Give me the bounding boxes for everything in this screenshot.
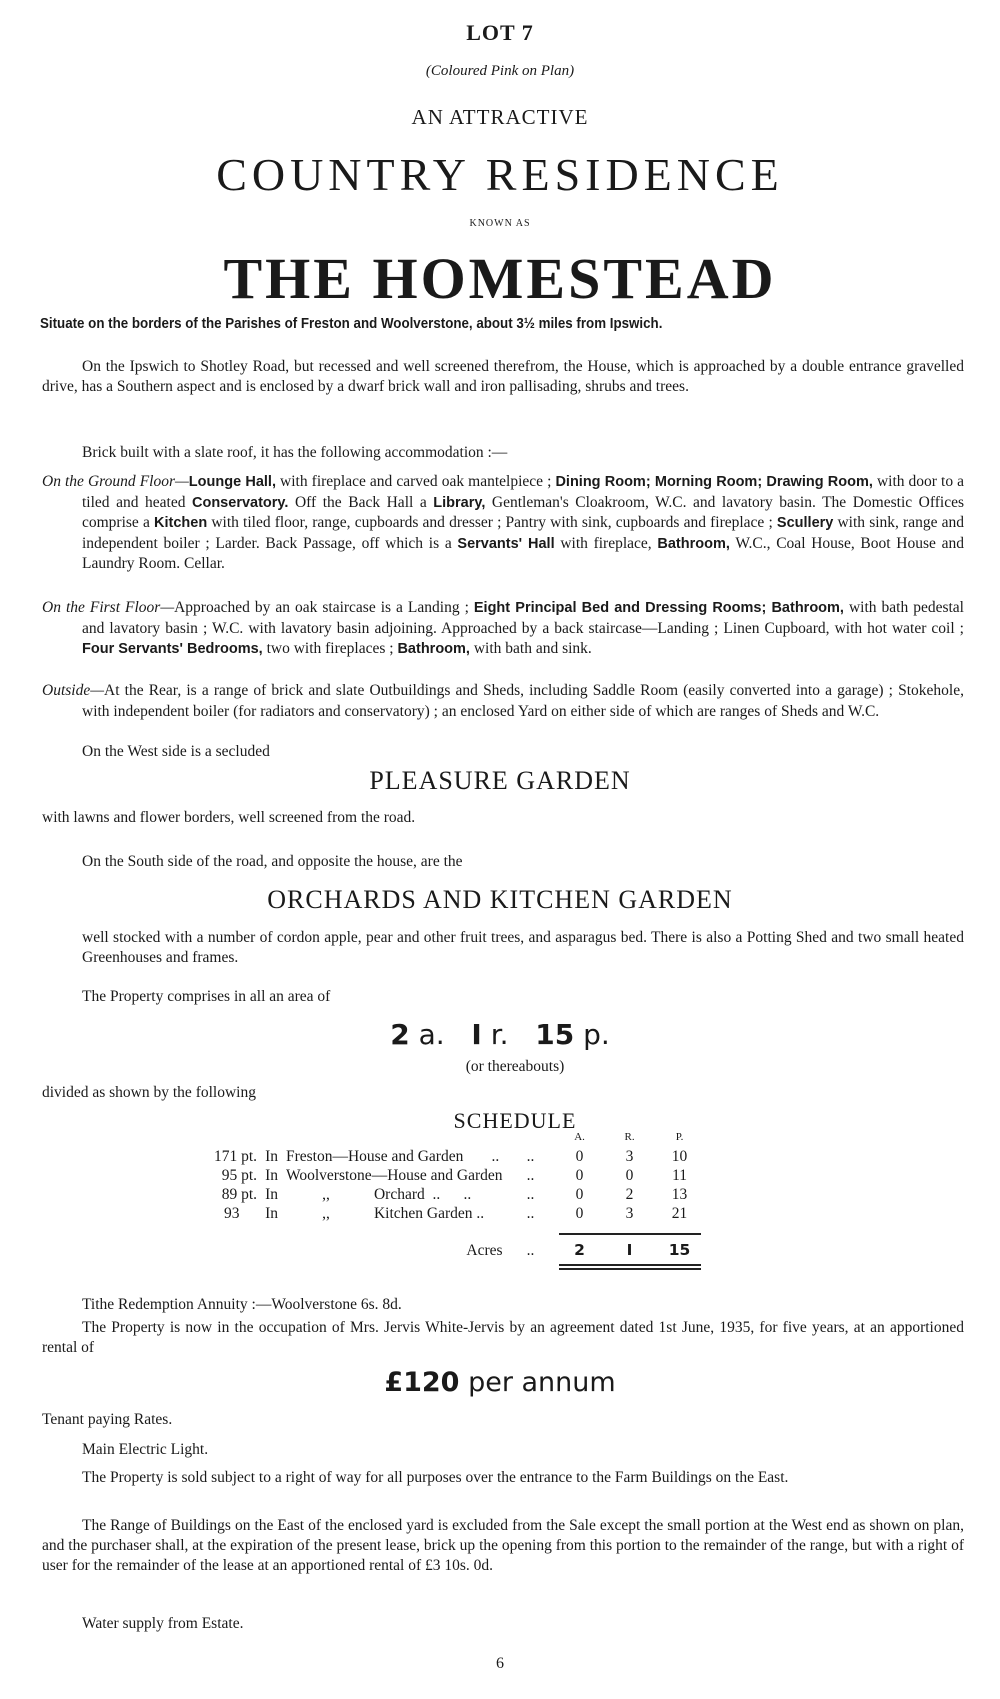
table-row <box>210 1147 705 1166</box>
leader-dots: .. <box>526 1167 535 1184</box>
acres-unit: a. <box>418 1018 445 1051</box>
lot-number: LOT 7 <box>466 20 534 45</box>
tithe-text: Tithe Redemption Annuity :—Woolverstone 6s. 8d. <box>82 1296 402 1313</box>
intro-paragraph: On the Ipswich to Shotley Road, but recessed and well screened therefrom, the House, which is approached by a double entrance gravelled drive, has a Southern aspect and is enclosed by a dwarf brick wall and iron pallisading, shrubs and trees. <box>42 358 964 395</box>
total-roods: I <box>626 1241 633 1259</box>
double-rule-row <box>210 1260 705 1270</box>
room-name: Bathroom, <box>657 535 730 552</box>
description-text: with fireplace, <box>554 534 658 552</box>
parcel-number: 89 pt. <box>221 1186 258 1203</box>
parcel-description: Freston—House and Garden <box>285 1148 464 1165</box>
total-label: Acres <box>466 1242 503 1259</box>
plan-note: (Coloured Pink on Plan) <box>425 63 575 79</box>
parcel-description: Orchard .. .. <box>373 1186 472 1203</box>
perches-value: 11 <box>672 1167 688 1184</box>
total-perches: 15 <box>668 1241 691 1259</box>
description-text: Gentleman's Cloakroom, W.C. and lavatory basin. The Domestic Offices comprise a <box>82 493 964 531</box>
leader-dots: .. <box>526 1186 535 1203</box>
roods-value: 0 <box>625 1167 634 1184</box>
parcel-number: 93 <box>224 1205 240 1222</box>
perches-value: 21 <box>671 1205 688 1222</box>
subtitle-attractive: AN ATTRACTIVE <box>411 105 589 129</box>
acres-value: 0 <box>575 1186 584 1203</box>
description-text: with bath pedestal and lavatory basin ; W.C. with lavatory basin adjoining. Approached by a back staircase—Landing ; Linen Cupboard, with hot water coil ; <box>82 599 964 637</box>
south-side-text: On the South side of the road, and opposite the house, are the <box>82 853 463 870</box>
description-text: W.C., Coal House, Boot House and Laundry Room. Cellar. <box>82 534 964 572</box>
description-text: Approached by an oak staircase is a Landing ; <box>174 599 474 616</box>
water-text: Water supply from Estate. <box>82 1615 244 1632</box>
leader-dots: .. <box>526 1148 535 1165</box>
orchards-heading: ORCHARDS AND KITCHEN GARDEN <box>267 885 733 914</box>
roods-value: 3 <box>625 1205 634 1222</box>
parcel-number: 171 pt. <box>214 1148 258 1165</box>
room-name: Bathroom, <box>397 641 470 657</box>
ground-floor-label: On the Ground Floor— <box>42 473 189 490</box>
total-double-rule <box>559 1268 701 1270</box>
parcel-description: Woolverstone—House and Garden <box>285 1167 503 1184</box>
ditto-mark: ,, <box>322 1186 330 1203</box>
outside-section <box>42 681 964 722</box>
col-header-perches: P. <box>675 1131 684 1143</box>
parcel-description: Kitchen Garden .. <box>373 1205 485 1222</box>
pleasure-garden-heading: PLEASURE GARDEN <box>369 766 631 795</box>
parcel-in: In <box>265 1148 278 1165</box>
acres-value: 0 <box>575 1148 584 1165</box>
table-row <box>210 1204 705 1223</box>
total-row <box>210 1235 705 1260</box>
situation-line: Situate on the borders of the Parishes of Freston and Woolverstone, about 3½ miles from Ipswich. <box>40 316 663 332</box>
table-row <box>210 1166 705 1185</box>
roods-value: 3 <box>625 1148 634 1165</box>
total-acres: 2 <box>574 1241 585 1259</box>
room-name: Lounge Hall, <box>188 474 276 490</box>
total-area <box>0 1018 1000 1051</box>
perches-value: 13 <box>671 1186 688 1203</box>
schedule-table <box>210 1128 705 1270</box>
pleasure-garden-text: with lawns and flower borders, well screened from the road. <box>42 809 416 826</box>
rent-suffix: per annum <box>468 1367 616 1398</box>
accommodation-intro: Brick built with a slate roof, it has the following accommodation :— <box>82 444 508 461</box>
description-text: with fireplace and carved oak mantelpiece ; <box>275 473 556 490</box>
outside-text: At the Rear, is a range of brick and slate Outbuildings and Sheds, including Saddle Room (easily converted into a garage) ; Stokehole, with independent boiler (for radiators and conservatory) ; an enclosed Yard on either side of which are ranges of Sheds and W.C. <box>82 682 964 720</box>
orchards-text: well stocked with a number of cordon apple, pear and other fruit trees, and asparagus bed. There is also a Potting Shed and two small heated Greenhouses and frames. <box>82 929 964 966</box>
area-note: (or thereabouts) <box>465 1058 565 1075</box>
ditto-mark: ,, <box>322 1205 330 1222</box>
description-text: with sink, range and independent boiler ; Larder. Back Passage, off which is a <box>82 514 964 552</box>
parcel-in: In <box>265 1186 278 1203</box>
occupation-text: The Property is now in the occupation of Mrs. Jervis White-Jervis by an agreement dated 1st June, 1935, for five years, at an apportioned rental of <box>42 1319 964 1356</box>
property-name: THE HOMESTEAD <box>223 246 777 311</box>
divided-text: divided as shown by the following <box>42 1084 256 1101</box>
acres-value: 0 <box>575 1167 584 1184</box>
leader-dots: .. <box>526 1205 535 1222</box>
rule-row <box>210 1223 705 1235</box>
area-roods: I <box>471 1018 482 1051</box>
first-floor-text <box>82 599 964 657</box>
schedule-title: SCHEDULE <box>453 1108 577 1133</box>
roods-unit: r. <box>490 1018 509 1051</box>
perches-unit: p. <box>583 1018 610 1051</box>
electric-text: Main Electric Light. <box>82 1441 209 1458</box>
first-floor-label: On the First Floor— <box>42 599 175 616</box>
ground-floor-section <box>42 472 964 575</box>
room-name: Kitchen <box>154 515 208 531</box>
area-perches: 15 <box>535 1018 575 1051</box>
known-as: KNOWN AS <box>469 218 531 229</box>
first-floor-section <box>42 598 964 660</box>
outside-label: Outside— <box>42 682 104 699</box>
parcel-in: In <box>265 1205 278 1222</box>
west-side-text: On the West side is a secluded <box>82 743 270 760</box>
parcel-in: In <box>265 1167 278 1184</box>
description-text: with door to a tiled and heated <box>82 473 965 511</box>
room-name: Scullery <box>776 515 834 531</box>
description-text: Off the Back Hall a <box>288 493 434 511</box>
title-country-residence: COUNTRY RESIDENCE <box>216 149 784 200</box>
area-intro: The Property comprises in all an area of <box>82 988 331 1005</box>
parcel-number: 95 pt. <box>221 1167 258 1184</box>
perches-value: 10 <box>671 1148 688 1165</box>
page-number: 6 <box>496 1655 504 1672</box>
leader-dots: .. <box>526 1242 535 1259</box>
total-double-rule <box>559 1264 701 1266</box>
rental-amount <box>0 1367 1000 1398</box>
schedule-header-row <box>210 1128 705 1147</box>
description-text: with tiled floor, range, cupboards and dresser ; Pantry with sink, cupboards and fireplace ; <box>207 514 777 531</box>
col-header-acres: A. <box>574 1131 585 1143</box>
room-name: Dining Room; Morning Room; Drawing Room, <box>555 474 873 490</box>
room-name: Library, <box>433 494 486 511</box>
table-row <box>210 1185 705 1204</box>
description-text: two with fireplaces ; <box>262 640 398 657</box>
area-acres: 2 <box>390 1018 410 1051</box>
room-name: Eight Principal Bed and Dressing Rooms; Bathroom, <box>473 600 844 616</box>
range-text: The Range of Buildings on the East of the enclosed yard is excluded from the Sale except the small portion at the West end as shown on plan, and the purchaser shall, at the expiration of the present lease, brick up the opening from this portion to the remainder of the range, but with a right of user for the remainder of the lease at an apportioned rental of £3 10s. 0d. <box>42 1517 964 1574</box>
leader-dots: .. <box>491 1148 500 1165</box>
room-name: Conservatory. <box>192 494 289 511</box>
room-name: Servants' Hall <box>457 535 555 552</box>
description-text: with bath and sink. <box>469 640 592 657</box>
room-name: Four Servants' Bedrooms, <box>82 641 263 657</box>
tenant-text: Tenant paying Rates. <box>42 1411 173 1428</box>
right-of-way-text: The Property is sold subject to a right of way for all purposes over the entrance to the Farm Buildings on the East. <box>82 1469 789 1486</box>
roods-value: 2 <box>625 1186 634 1203</box>
rent-amount: £120 <box>384 1367 460 1398</box>
col-header-roods: R. <box>624 1131 635 1143</box>
acres-value: 0 <box>575 1205 584 1222</box>
ground-floor-text <box>82 473 964 572</box>
